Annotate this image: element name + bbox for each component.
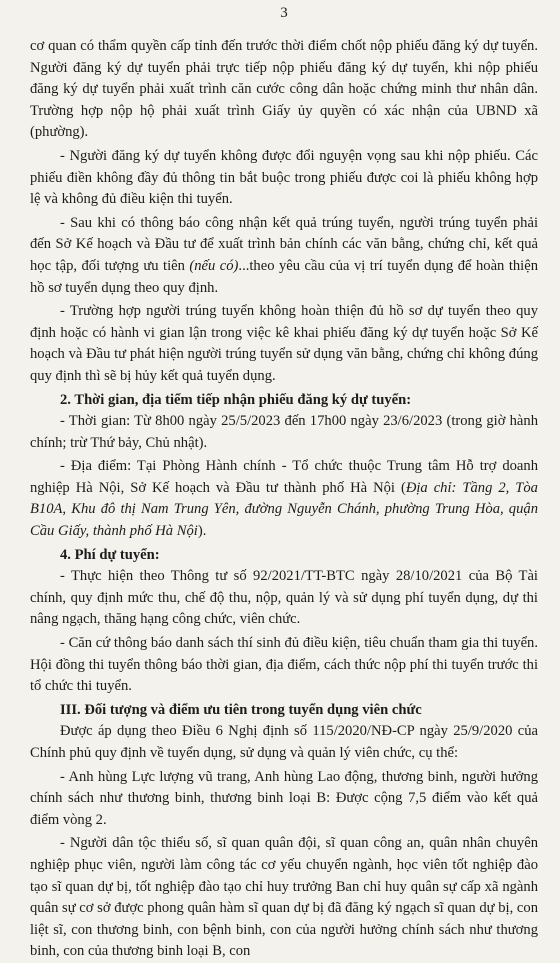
paragraph-place-part1: - Địa điểm: Tại Phòng Hành chính - Tổ chức thuộc Trung tâm Hỗ trợ doanh nghiệp Hà Nội, Sở Kế hoạch và Đầu tư thành phố Hà Nội ( bbox=[30, 458, 538, 496]
paragraph-priority-decree: Được áp dụng theo Điều 6 Nghị định số 115/2020/NĐ-CP ngày 25/9/2020 của Chính phủ quy định về tuyển dụng, sử dụng và quản lý viên chức, cụ thể: bbox=[30, 723, 538, 761]
paragraph-fee-circular: - Thực hiện theo Thông tư số 92/2021/TT-BTC ngày 28/10/2021 của Bộ Tài chính, quy định mức thu, chế độ thu, nộp, quản lý và sử dụng phí tuyển dụng, dự thi nâng ngạch, thăng hạng công chức, viên chức. bbox=[30, 568, 538, 628]
paragraph-place-part2: ). bbox=[197, 523, 207, 540]
section-heading-fee: 4. Phí dự tuyển: bbox=[60, 546, 160, 563]
section-heading-time-place: 2. Thời gian, địa tiểm tiếp nhận phiếu đăng ký dự tuyển: bbox=[60, 391, 412, 408]
paragraph-after-result-part2: ...theo yêu cầu của vị trí tuyển dụng để hoàn thiện hồ sơ tuyển dụng theo quy định. bbox=[30, 257, 539, 296]
section-heading-priority: III. Đối tượng và điểm ưu tiên trong tuyển dụng viên chức bbox=[60, 701, 422, 718]
paragraph-priority-ethnic-military: - Người dân tộc thiểu số, sĩ quan quân đội, sĩ quan công an, quân nhân chuyên nghiệp phục viên, người làm công tác cơ yếu chuyển ngành, học viên tốt nghiệp đào tạo sĩ quan dự bị, tốt nghiệp đào tạo chỉ huy trưởng Ban chỉ huy quân sự cấp xã ngành quân sự cơ sở được phong quân hàm sĩ quan dự bị đã đăng ký ngạch sĩ quan dự bị, con liệt sĩ, con thương binh, con bệnh binh, con của người hưởng chính sách như thương binh, con của thương binh loại B, con bbox=[30, 835, 538, 960]
paragraph-no-change-wish: - Người đăng ký dự tuyển không được đổi nguyện vọng sau khi nộp phiếu. Các phiếu điền không đầy đủ thông tin bắt buộc trong phiếu được coi là phiếu không hợp lệ và không đủ điều kiện thi tuyển. bbox=[30, 147, 538, 208]
paragraph-priority-heroes: - Anh hùng Lực lượng vũ trang, Anh hùng Lao động, thương binh, người hưởng chính sách như thương binh, thương binh loại B: Được cộng 7,5 điểm vào kết quả điểm vòng 2. bbox=[30, 768, 538, 828]
paragraph-submission-rules: cơ quan có thẩm quyền cấp tỉnh đến trước thời điểm chốt nộp phiếu đăng ký dự tuyển. Người đăng ký dự tuyển phải trực tiếp nộp phiếu đăng ký dự tuyển, khi nộp phiếu đăng ký dự tuyển phải xuất trình căn cước công dân hoặc chứng minh thư nhân dân. Trường hợp nộp hộ phải xuất trình Giấy ủy quyền có xác nhận của UBND xã (phường). bbox=[30, 38, 538, 141]
paragraph-after-result-if-any: (nếu có) bbox=[189, 257, 239, 274]
paragraph-place bbox=[30, 456, 538, 542]
paragraph-cancel-result: - Trường hợp người trúng tuyển không hoàn thiện đủ hồ sơ dự tuyển theo quy định hoặc có hành vi gian lận trong việc kê khai phiếu đăng ký dự tuyển hoặc Sở Kế hoạch và Đầu tư phát hiện người trúng tuyển sử dụng văn bằng, chứng chỉ không đúng quy định thì sẽ bị hủy kết quả tuyển dụng. bbox=[30, 303, 538, 384]
paragraph-fee-notice: - Căn cứ thông báo danh sách thí sinh đủ điều kiện, tiêu chuẩn tham gia thi tuyển. Hội đồng thi tuyển thông báo thời gian, địa điểm, cách thức nộp phí thi tuyển trước thi tổ chức thi tuyển. bbox=[30, 635, 538, 695]
page-number: 3 bbox=[280, 5, 288, 21]
paragraph-time: - Thời gian: Từ 8h00 ngày 25/5/2023 đến 17h00 ngày 23/6/2023 (trong giờ hành chính; trừ Thứ bảy, Chủ nhật). bbox=[30, 413, 538, 451]
paragraph-place-address: Địa chỉ: Tầng 2, Tòa B10A, Khu đô thị Nam Trung Yên, đường Nguyễn Chánh, phường Trung Hòa, quận Cầu Giấy, thành phố Hà Nội bbox=[30, 479, 538, 540]
paragraph-after-result-part1: - Sau khi có thông báo công nhận kết quả trúng tuyển, người trúng tuyển phải đến Sở Kế hoạch và Đầu tư để xuất trình bản chính các văn bằng, chứng chỉ, kết quả học tập, đối tượng ưu tiên bbox=[30, 214, 538, 274]
paragraph-after-result-notice bbox=[30, 213, 538, 299]
